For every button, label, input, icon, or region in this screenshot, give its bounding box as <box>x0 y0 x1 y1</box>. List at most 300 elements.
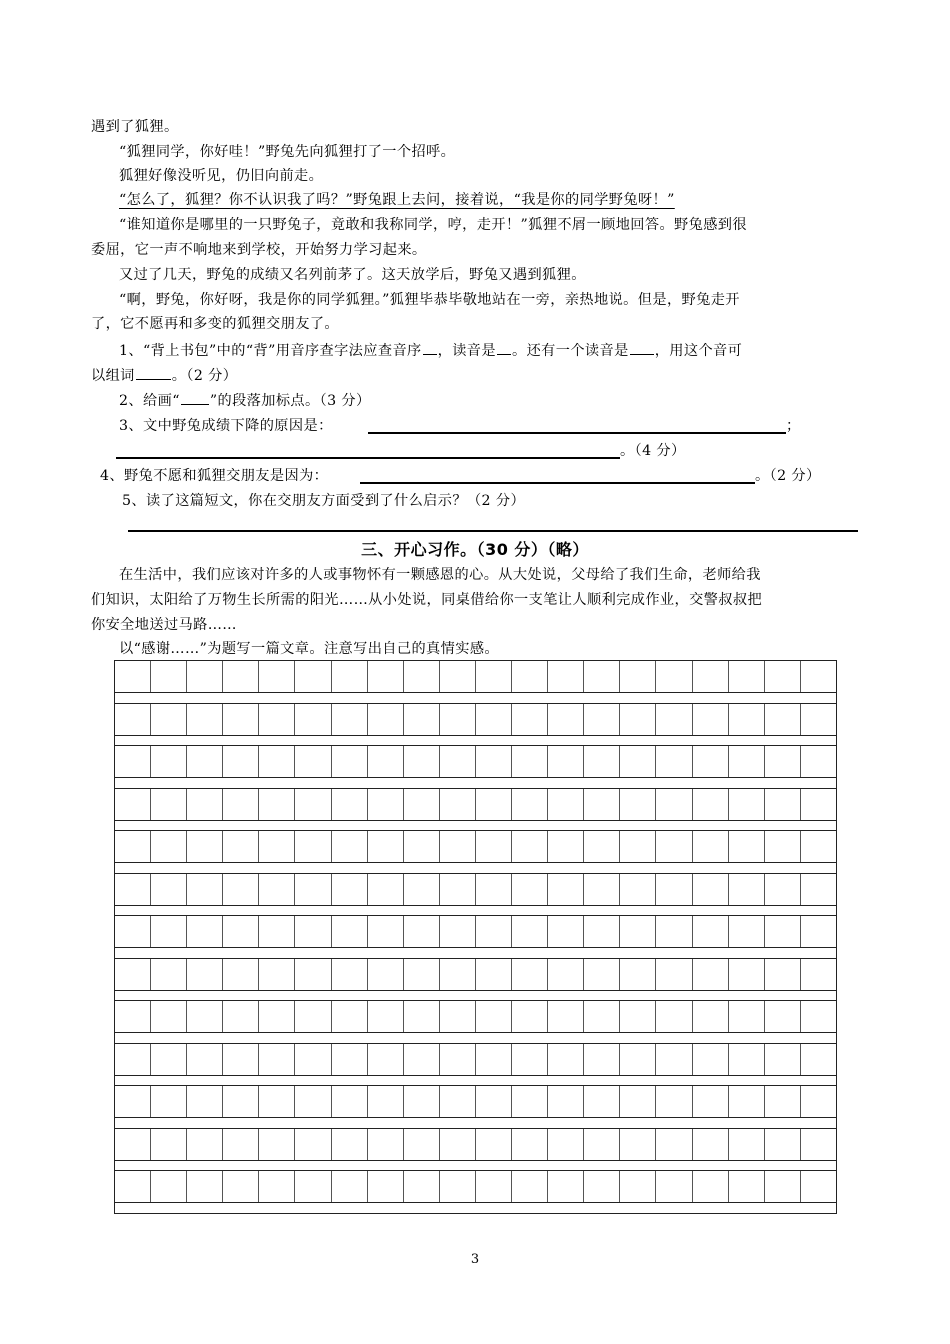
answer-line-q3-2[interactable] <box>116 457 620 459</box>
grid-cell[interactable] <box>332 1001 368 1032</box>
answer-line-q4[interactable] <box>360 482 755 484</box>
grid-cell[interactable] <box>440 916 476 947</box>
grid-cell[interactable] <box>693 874 729 905</box>
grid-cell[interactable] <box>801 1129 836 1160</box>
grid-cell[interactable] <box>693 746 729 777</box>
grid-cell[interactable] <box>620 959 656 990</box>
grid-cell[interactable] <box>656 874 692 905</box>
question-2-text: ”的段落加标点。（3 分） <box>209 393 371 409</box>
grid-cell[interactable] <box>801 704 836 735</box>
grid-cell[interactable] <box>151 1086 187 1117</box>
grid-cell[interactable] <box>476 959 512 990</box>
grid-row-gap <box>115 1161 836 1171</box>
grid-cell[interactable] <box>656 959 692 990</box>
grid-cell[interactable] <box>765 661 801 692</box>
grid-cell[interactable] <box>693 1044 729 1075</box>
answer-blank-other-reading[interactable] <box>630 340 654 355</box>
grid-cell[interactable] <box>801 1171 836 1202</box>
grid-cell[interactable] <box>404 746 440 777</box>
grid-cell[interactable] <box>656 1086 692 1117</box>
grid-cell[interactable] <box>584 916 620 947</box>
grid-cell[interactable] <box>801 916 836 947</box>
grid-cell[interactable] <box>548 704 584 735</box>
grid-cell[interactable] <box>620 1044 656 1075</box>
grid-cell[interactable] <box>115 1044 151 1075</box>
grid-cell[interactable] <box>656 1044 692 1075</box>
grid-cell[interactable] <box>115 831 151 862</box>
grid-cell[interactable] <box>223 1129 259 1160</box>
grid-cell[interactable] <box>729 916 765 947</box>
grid-cell[interactable] <box>187 1171 223 1202</box>
grid-cell[interactable] <box>620 874 656 905</box>
grid-cell[interactable] <box>765 1129 801 1160</box>
grid-cell[interactable] <box>765 789 801 820</box>
grid-cell[interactable] <box>620 1086 656 1117</box>
grid-cell[interactable] <box>584 874 620 905</box>
grid-cell[interactable] <box>295 1086 331 1117</box>
grid-cell[interactable] <box>620 661 656 692</box>
grid-cell[interactable] <box>765 831 801 862</box>
grid-cell[interactable] <box>620 1171 656 1202</box>
grid-cell[interactable] <box>223 959 259 990</box>
grid-cell[interactable] <box>295 1044 331 1075</box>
grid-cell[interactable] <box>729 831 765 862</box>
grid-cell[interactable] <box>440 1171 476 1202</box>
question-3-score: 。（4 分） <box>620 443 686 459</box>
grid-cell[interactable] <box>151 661 187 692</box>
grid-cell[interactable] <box>115 789 151 820</box>
grid-cell[interactable] <box>512 1171 548 1202</box>
grid-cell[interactable] <box>620 1001 656 1032</box>
grid-cell[interactable] <box>295 1171 331 1202</box>
grid-cell[interactable] <box>512 959 548 990</box>
grid-cell[interactable] <box>801 1001 836 1032</box>
grid-cell[interactable] <box>259 789 295 820</box>
grid-cell[interactable] <box>548 959 584 990</box>
grid-cell[interactable] <box>440 704 476 735</box>
grid-cell[interactable] <box>584 1001 620 1032</box>
grid-cell[interactable] <box>151 789 187 820</box>
grid-cell[interactable] <box>404 1171 440 1202</box>
grid-cell[interactable] <box>512 1129 548 1160</box>
grid-cell[interactable] <box>332 661 368 692</box>
passage-line: “狐狸同学，你好哇！”野兔先向狐狸打了一个招呼。 <box>119 144 456 160</box>
grid-cell[interactable] <box>295 916 331 947</box>
grid-cell[interactable] <box>729 661 765 692</box>
grid-cell[interactable] <box>729 1001 765 1032</box>
grid-cell[interactable] <box>765 1086 801 1117</box>
grid-cell[interactable] <box>187 1001 223 1032</box>
grid-cell[interactable] <box>259 959 295 990</box>
grid-cell[interactable] <box>259 916 295 947</box>
grid-cell[interactable] <box>620 831 656 862</box>
grid-cell[interactable] <box>368 959 404 990</box>
grid-cell[interactable] <box>115 1171 151 1202</box>
composition-grid[interactable] <box>114 660 837 1214</box>
grid-cell[interactable] <box>332 916 368 947</box>
grid-cell[interactable] <box>440 874 476 905</box>
grid-cell[interactable] <box>512 916 548 947</box>
grid-cell[interactable] <box>223 831 259 862</box>
grid-cell[interactable] <box>404 916 440 947</box>
grid-cell[interactable] <box>223 746 259 777</box>
grid-cell[interactable] <box>368 1044 404 1075</box>
grid-cell[interactable] <box>295 874 331 905</box>
grid-cell[interactable] <box>476 789 512 820</box>
grid-cell[interactable] <box>332 874 368 905</box>
grid-cell[interactable] <box>620 1129 656 1160</box>
grid-cell[interactable] <box>476 704 512 735</box>
grid-cell[interactable] <box>693 661 729 692</box>
grid-cell[interactable] <box>765 1171 801 1202</box>
grid-cell[interactable] <box>187 746 223 777</box>
grid-cell[interactable] <box>620 746 656 777</box>
grid-cell[interactable] <box>729 874 765 905</box>
grid-cell[interactable] <box>440 1001 476 1032</box>
grid-cell[interactable] <box>548 1001 584 1032</box>
grid-cell[interactable] <box>187 661 223 692</box>
grid-cell[interactable] <box>223 874 259 905</box>
grid-cell[interactable] <box>693 959 729 990</box>
grid-cell[interactable] <box>548 1171 584 1202</box>
grid-cell[interactable] <box>584 661 620 692</box>
grid-cell[interactable] <box>476 661 512 692</box>
grid-cell[interactable] <box>693 1001 729 1032</box>
grid-cell[interactable] <box>187 831 223 862</box>
grid-cell[interactable] <box>693 789 729 820</box>
answer-blank-duyin[interactable] <box>497 340 511 355</box>
grid-cell[interactable] <box>440 959 476 990</box>
grid-cell[interactable] <box>151 1129 187 1160</box>
prompt-line: 以“感谢……”为题写一篇文章。注意写出自己的真情实感。 <box>119 641 499 657</box>
grid-cell[interactable] <box>115 1129 151 1160</box>
grid-cell[interactable] <box>476 1001 512 1032</box>
grid-cell[interactable] <box>765 704 801 735</box>
grid-cell[interactable] <box>368 916 404 947</box>
grid-cell[interactable] <box>620 789 656 820</box>
answer-line-q3-1[interactable] <box>368 432 786 434</box>
grid-cell[interactable] <box>729 704 765 735</box>
grid-cell[interactable] <box>259 1171 295 1202</box>
grid-cell[interactable] <box>693 704 729 735</box>
grid-cell[interactable] <box>584 789 620 820</box>
grid-cell[interactable] <box>404 831 440 862</box>
grid-cell[interactable] <box>332 831 368 862</box>
underline-sample <box>181 390 209 405</box>
grid-cell[interactable] <box>115 874 151 905</box>
grid-cell[interactable] <box>656 1001 692 1032</box>
grid-cell[interactable] <box>151 1171 187 1202</box>
grid-cell[interactable] <box>115 661 151 692</box>
grid-cell[interactable] <box>548 789 584 820</box>
grid-cell[interactable] <box>259 1044 295 1075</box>
grid-cell[interactable] <box>584 746 620 777</box>
grid-cell[interactable] <box>801 1086 836 1117</box>
grid-cell[interactable] <box>512 1044 548 1075</box>
grid-cell[interactable] <box>656 746 692 777</box>
grid-row <box>115 1043 836 1076</box>
grid-cell[interactable] <box>368 1086 404 1117</box>
grid-cell[interactable] <box>115 959 151 990</box>
grid-cell[interactable] <box>512 661 548 692</box>
grid-cell[interactable] <box>332 1044 368 1075</box>
grid-cell[interactable] <box>295 959 331 990</box>
grid-cell[interactable] <box>259 874 295 905</box>
grid-cell[interactable] <box>693 831 729 862</box>
grid-cell[interactable] <box>729 959 765 990</box>
grid-row <box>115 1128 836 1161</box>
grid-cell[interactable] <box>693 1086 729 1117</box>
passage-line: 遇到了狐狸。 <box>91 119 179 135</box>
grid-cell[interactable] <box>476 1171 512 1202</box>
grid-row <box>115 1000 836 1033</box>
grid-cell[interactable] <box>765 916 801 947</box>
grid-cell[interactable] <box>115 746 151 777</box>
question-1-cont <box>91 365 861 386</box>
grid-cell[interactable] <box>295 789 331 820</box>
grid-cell[interactable] <box>548 746 584 777</box>
grid-cell[interactable] <box>656 789 692 820</box>
grid-cell[interactable] <box>729 1129 765 1160</box>
grid-row-gap <box>115 906 836 916</box>
grid-cell[interactable] <box>223 916 259 947</box>
grid-cell[interactable] <box>584 959 620 990</box>
grid-cell[interactable] <box>729 1086 765 1117</box>
grid-cell[interactable] <box>404 789 440 820</box>
grid-cell[interactable] <box>187 1086 223 1117</box>
grid-cell[interactable] <box>620 916 656 947</box>
prompt-line: 你安全地送过马路…… <box>91 617 237 633</box>
grid-cell[interactable] <box>368 874 404 905</box>
grid-row-gap <box>115 1076 836 1086</box>
grid-cell[interactable] <box>548 1086 584 1117</box>
grid-cell[interactable] <box>332 789 368 820</box>
grid-cell[interactable] <box>295 704 331 735</box>
grid-cell[interactable] <box>548 831 584 862</box>
grid-cell[interactable] <box>584 1044 620 1075</box>
grid-cell[interactable] <box>656 1171 692 1202</box>
grid-cell[interactable] <box>512 1001 548 1032</box>
grid-cell[interactable] <box>259 746 295 777</box>
grid-cell[interactable] <box>368 1129 404 1160</box>
grid-cell[interactable] <box>548 1129 584 1160</box>
grid-cell[interactable] <box>729 789 765 820</box>
grid-cell[interactable] <box>151 746 187 777</box>
grid-cell[interactable] <box>259 1001 295 1032</box>
grid-cell[interactable] <box>512 874 548 905</box>
grid-cell[interactable] <box>801 874 836 905</box>
grid-cell[interactable] <box>440 661 476 692</box>
grid-row <box>115 958 836 991</box>
grid-cell[interactable] <box>512 789 548 820</box>
grid-cell[interactable] <box>801 959 836 990</box>
passage-line: 狐狸好像没听见，仍旧向前走。 <box>119 168 324 184</box>
underlined-paragraph: “怎么了，狐狸？你不认识我了吗？”野兔跟上去问，接着说，“我是你的同学野兔呀！” <box>119 192 675 208</box>
grid-cell[interactable] <box>223 661 259 692</box>
grid-cell[interactable] <box>801 1044 836 1075</box>
grid-cell[interactable] <box>368 1001 404 1032</box>
grid-cell[interactable] <box>548 874 584 905</box>
grid-cell[interactable] <box>187 1129 223 1160</box>
grid-cell[interactable] <box>368 661 404 692</box>
grid-row <box>115 873 836 906</box>
question-4-text: 4、野兔不愿和狐狸交朋友是因为： <box>100 468 329 484</box>
grid-cell[interactable] <box>656 704 692 735</box>
grid-cell[interactable] <box>440 831 476 862</box>
grid-cell[interactable] <box>476 1044 512 1075</box>
grid-cell[interactable] <box>404 874 440 905</box>
grid-cell[interactable] <box>223 704 259 735</box>
grid-cell[interactable] <box>332 959 368 990</box>
grid-cell[interactable] <box>187 959 223 990</box>
grid-cell[interactable] <box>693 1171 729 1202</box>
grid-cell[interactable] <box>801 746 836 777</box>
grid-cell[interactable] <box>801 661 836 692</box>
grid-cell[interactable] <box>187 789 223 820</box>
grid-cell[interactable] <box>656 1129 692 1160</box>
grid-cell[interactable] <box>295 1001 331 1032</box>
grid-cell[interactable] <box>259 661 295 692</box>
grid-cell[interactable] <box>729 1171 765 1202</box>
grid-cell[interactable] <box>151 916 187 947</box>
grid-cell[interactable] <box>765 959 801 990</box>
grid-cell[interactable] <box>801 789 836 820</box>
grid-cell[interactable] <box>440 746 476 777</box>
grid-cell[interactable] <box>656 916 692 947</box>
grid-cell[interactable] <box>512 746 548 777</box>
grid-cell[interactable] <box>476 1129 512 1160</box>
grid-row-gap <box>115 736 836 746</box>
grid-cell[interactable] <box>512 1086 548 1117</box>
grid-cell[interactable] <box>259 704 295 735</box>
grid-cell[interactable] <box>223 1171 259 1202</box>
grid-cell[interactable] <box>295 661 331 692</box>
grid-cell[interactable] <box>548 1044 584 1075</box>
grid-cell[interactable] <box>440 1044 476 1075</box>
grid-cell[interactable] <box>295 746 331 777</box>
grid-cell[interactable] <box>404 704 440 735</box>
grid-cell[interactable] <box>404 1044 440 1075</box>
grid-cell[interactable] <box>187 704 223 735</box>
grid-row <box>115 915 836 948</box>
grid-cell[interactable] <box>693 1129 729 1160</box>
grid-cell[interactable] <box>584 704 620 735</box>
question-1 <box>91 340 889 361</box>
grid-cell[interactable] <box>440 1129 476 1160</box>
grid-cell[interactable] <box>368 704 404 735</box>
grid-cell[interactable] <box>476 916 512 947</box>
grid-cell[interactable] <box>115 1086 151 1117</box>
grid-cell[interactable] <box>151 831 187 862</box>
grid-row-gap <box>115 693 836 703</box>
grid-cell[interactable] <box>332 1129 368 1160</box>
grid-cell[interactable] <box>693 916 729 947</box>
grid-cell[interactable] <box>656 831 692 862</box>
grid-cell[interactable] <box>404 959 440 990</box>
grid-cell[interactable] <box>584 1129 620 1160</box>
grid-cell[interactable] <box>656 661 692 692</box>
grid-cell[interactable] <box>332 1171 368 1202</box>
grid-cell[interactable] <box>187 1044 223 1075</box>
grid-cell[interactable] <box>295 831 331 862</box>
grid-cell[interactable] <box>332 746 368 777</box>
passage-line-underlined <box>91 190 889 210</box>
grid-cell[interactable] <box>368 789 404 820</box>
grid-cell[interactable] <box>584 831 620 862</box>
grid-cell[interactable] <box>151 1001 187 1032</box>
grid-cell[interactable] <box>332 1086 368 1117</box>
grid-cell[interactable] <box>548 661 584 692</box>
grid-cell[interactable] <box>368 746 404 777</box>
grid-cell[interactable] <box>223 1044 259 1075</box>
grid-cell[interactable] <box>259 1086 295 1117</box>
grid-cell[interactable] <box>729 746 765 777</box>
grid-cell[interactable] <box>368 1171 404 1202</box>
grid-cell[interactable] <box>151 959 187 990</box>
grid-cell[interactable] <box>765 746 801 777</box>
grid-cell[interactable] <box>259 831 295 862</box>
grid-cell[interactable] <box>115 704 151 735</box>
grid-cell[interactable] <box>223 1086 259 1117</box>
grid-cell[interactable] <box>801 831 836 862</box>
grid-cell[interactable] <box>620 704 656 735</box>
answer-blank-zuci[interactable] <box>136 365 171 380</box>
grid-cell[interactable] <box>584 1171 620 1202</box>
grid-cell[interactable] <box>548 916 584 947</box>
grid-cell[interactable] <box>440 789 476 820</box>
grid-cell[interactable] <box>187 916 223 947</box>
question-4-score: 。（2 分） <box>755 468 821 484</box>
grid-row <box>115 788 836 821</box>
question-1-text: 1、“背上书包”中的“背”用音序查字法应查音序 <box>119 343 422 359</box>
grid-cell[interactable] <box>151 1044 187 1075</box>
grid-cell[interactable] <box>404 1086 440 1117</box>
grid-cell[interactable] <box>259 1129 295 1160</box>
semicolon: ； <box>786 418 801 434</box>
grid-cell[interactable] <box>584 1086 620 1117</box>
grid-cell[interactable] <box>187 874 223 905</box>
grid-cell[interactable] <box>476 1086 512 1117</box>
grid-cell[interactable] <box>512 831 548 862</box>
grid-cell[interactable] <box>151 704 187 735</box>
grid-cell[interactable] <box>404 661 440 692</box>
answer-blank-yinxu[interactable] <box>423 340 437 355</box>
grid-cell[interactable] <box>512 704 548 735</box>
grid-cell[interactable] <box>476 874 512 905</box>
grid-cell[interactable] <box>765 874 801 905</box>
grid-cell[interactable] <box>151 874 187 905</box>
grid-cell[interactable] <box>765 1044 801 1075</box>
grid-cell[interactable] <box>368 831 404 862</box>
grid-cell[interactable] <box>440 1086 476 1117</box>
grid-cell[interactable] <box>476 746 512 777</box>
grid-cell[interactable] <box>765 1001 801 1032</box>
grid-cell[interactable] <box>332 704 368 735</box>
grid-row <box>115 830 836 863</box>
grid-cell[interactable] <box>115 1001 151 1032</box>
grid-cell[interactable] <box>115 916 151 947</box>
grid-cell[interactable] <box>729 1044 765 1075</box>
question-1-score: 。（2 分） <box>171 368 238 384</box>
grid-cell[interactable] <box>404 1129 440 1160</box>
grid-cell[interactable] <box>223 1001 259 1032</box>
question-2 <box>91 390 889 411</box>
answer-line-q5[interactable] <box>128 530 858 532</box>
grid-cell[interactable] <box>404 1001 440 1032</box>
grid-cell[interactable] <box>295 1129 331 1160</box>
grid-cell[interactable] <box>223 789 259 820</box>
grid-cell[interactable] <box>476 831 512 862</box>
